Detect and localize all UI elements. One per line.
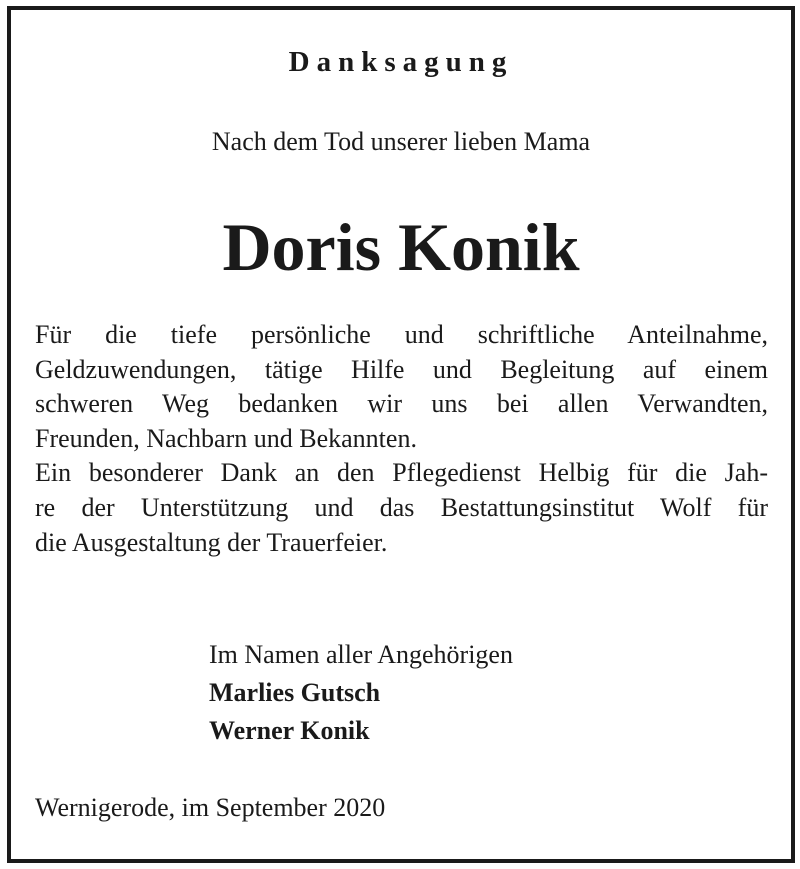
body-line: Geldzuwendungen, tätige Hilfe und Begleitung auf einem	[35, 354, 768, 384]
body-line: re der Unterstützung und das Bestattungsinstitut Wolf für	[35, 492, 768, 522]
signature-name: Werner Konik	[209, 716, 370, 745]
deceased-name: Doris Konik	[222, 209, 580, 285]
body-line: Ein besonderer Dank an den Pflegedienst Helbig für die Jah-	[35, 458, 768, 488]
body-line: die Ausgestaltung der Trauerfeier.	[35, 527, 388, 557]
body-line: Freunden, Nachbarn und Bekannten.	[35, 423, 417, 453]
intro-line: Nach dem Tod unserer lieben Mama	[211, 127, 591, 156]
notice-frame	[7, 6, 795, 863]
body-line: Für die tiefe persönliche und schriftliche Anteilnahme,	[35, 320, 768, 349]
signature-preface: Im Namen aller Angehörigen	[209, 640, 513, 669]
place-date: Wernigerode, im September 2020	[35, 793, 386, 822]
thanks-paragraph	[35, 318, 768, 560]
signature-block	[209, 636, 513, 750]
signature-name: Marlies Gutsch	[209, 678, 381, 707]
body-line: schweren Weg bedanken wir uns bei allen Verwandten,	[35, 389, 768, 419]
notice-heading: Danksagung	[288, 46, 514, 78]
